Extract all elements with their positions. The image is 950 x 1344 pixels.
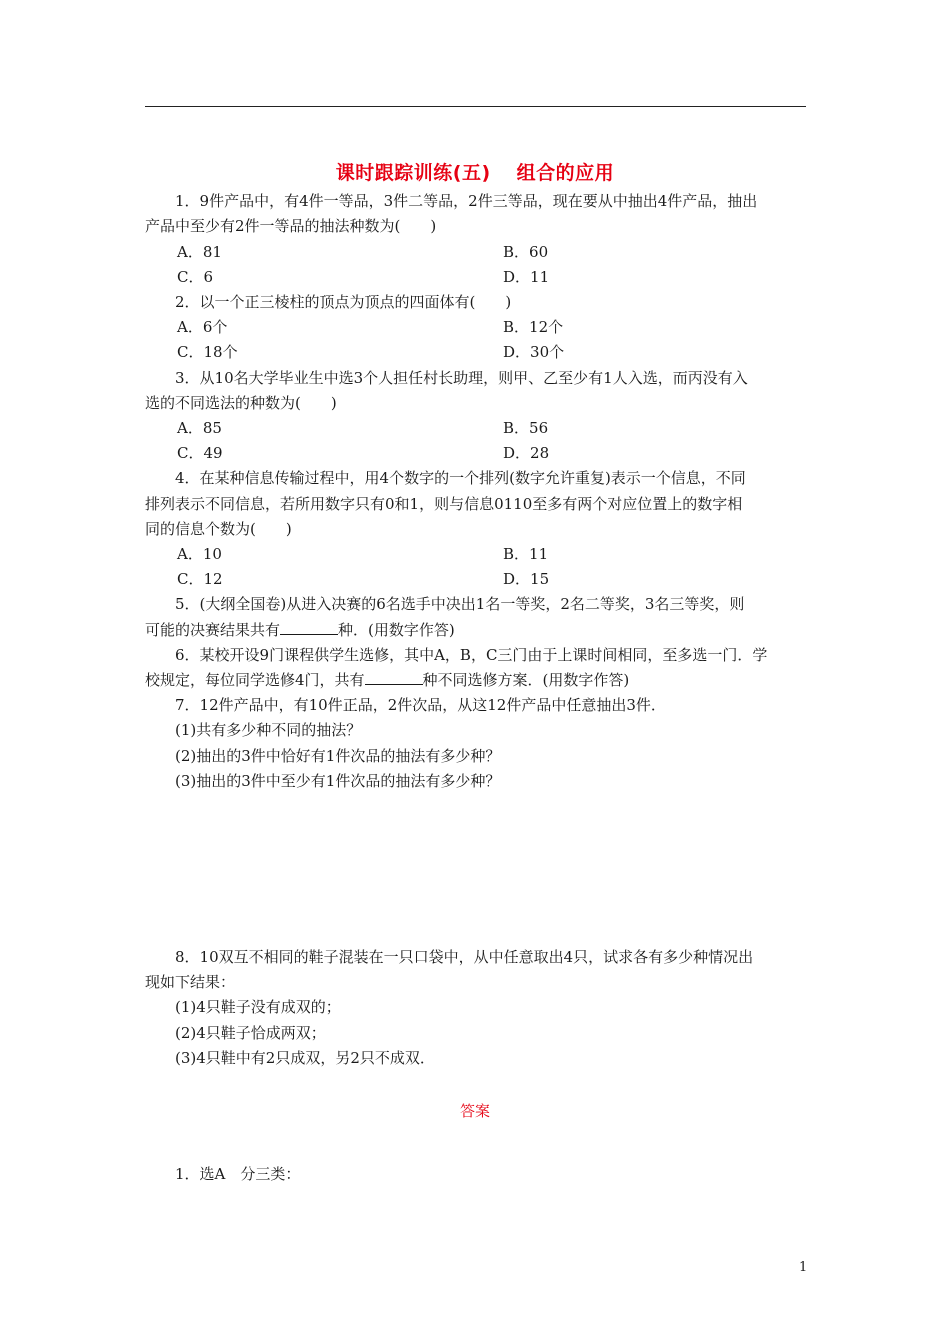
q2-option-d: D．30个 [503,343,565,361]
q1-line1: 1．9件产品中，有4件一等品，3件二等品，2件三等品，现在要从中抽出4件产品，抽出 [175,192,758,210]
q1-option-c: C．6 [177,268,214,286]
q4-option-c: C．12 [177,570,223,588]
q8-line1: 8．10双互不相同的鞋子混装在一只口袋中，从中任意取出4只，试求各有多少种情况出 [175,948,754,966]
q1-line2: 产品中至少有2件一等品的抽法种数为( ) [145,217,437,235]
header-rule [145,106,806,107]
q5-line1: 5．(大纲全国卷)从进入决赛的6名选手中决出1名一等奖，2名二等奖，3名三等奖，则 [175,595,745,613]
q3-option-b: B．56 [503,419,549,437]
q5-line2-post: 种．(用数字作答) [338,621,455,639]
q3-option-d: D．28 [503,444,550,462]
answer-1: 1．选A 分三类： [175,1165,301,1183]
q4-option-b: B．11 [503,545,549,563]
q3-line1: 3．从10名大学毕业生中选3个人担任村长助理，则甲、乙至少有1人入选，而丙没有入 [175,369,748,387]
title-sub: 组合的应用 [516,162,615,184]
q2-option-a: A．6个 [177,318,228,336]
q2-option-b: B．12个 [503,318,564,336]
q6-line2 [145,670,629,690]
q6-line2-pre: 校规定，每位同学选修4门，共有 [145,671,365,689]
q8-part2: (2)4只鞋子恰成两双； [175,1024,326,1042]
q4-option-a: A．10 [177,545,222,563]
q8-part3: (3)4只鞋中有2只成双，另2只不成双． [175,1049,435,1067]
q4-line2: 排列表示不同信息，若所用数字只有0和1，则与信息0110至多有两个对应位置上的数字相 [145,495,743,513]
q1-option-b: B．60 [503,243,549,261]
q6-line1: 6．某校开设9门课程供学生选修，其中A，B，C三门由于上课时间相同，至多选一门．学 [175,646,768,664]
q7-line1: 7．12件产品中，有10件正品，2件次品，从这12件产品中任意抽出3件． [175,696,666,714]
q7-part2: (2)抽出的3件中恰好有1件次品的抽法有多少种？ [175,747,501,765]
q7-part1: (1)共有多少种不同的抽法？ [175,721,362,739]
q4-line3: 同的信息个数为( ) [145,520,292,538]
q5-line2-pre: 可能的决赛结果共有 [145,621,281,639]
q3-option-c: C．49 [177,444,223,462]
q3-line2: 选的不同选法的种数为( ) [145,394,337,412]
q5-line2 [145,620,455,640]
q2-line1: 2．以一个正三棱柱的顶点为顶点的四面体有( ) [175,293,512,311]
q8-part1: (1)4只鞋子没有成双的； [175,998,341,1016]
page-title [0,158,950,185]
q5-answer-blank [280,620,338,635]
q6-line2-post: 种不同选修方案．(用数字作答) [422,671,630,689]
page-number: 1 [799,1260,808,1275]
q7-part3: (3)抽出的3件中至少有1件次品的抽法有多少种？ [175,772,501,790]
q1-option-a: A．81 [177,243,222,261]
answers-heading: 答案 [459,1102,490,1120]
title-main: 课时跟踪训练(五) [335,162,491,184]
q8-line2: 现如下结果： [145,973,236,991]
q4-line1: 4．在某种信息传输过程中，用4个数字的一个排列(数字允许重复)表示一个信息，不同 [175,469,746,487]
q4-option-d: D．15 [503,570,550,588]
q6-answer-blank [365,670,423,685]
q3-option-a: A．85 [177,419,222,437]
q2-option-c: C．18个 [177,343,238,361]
q1-option-d: D．11 [503,268,550,286]
